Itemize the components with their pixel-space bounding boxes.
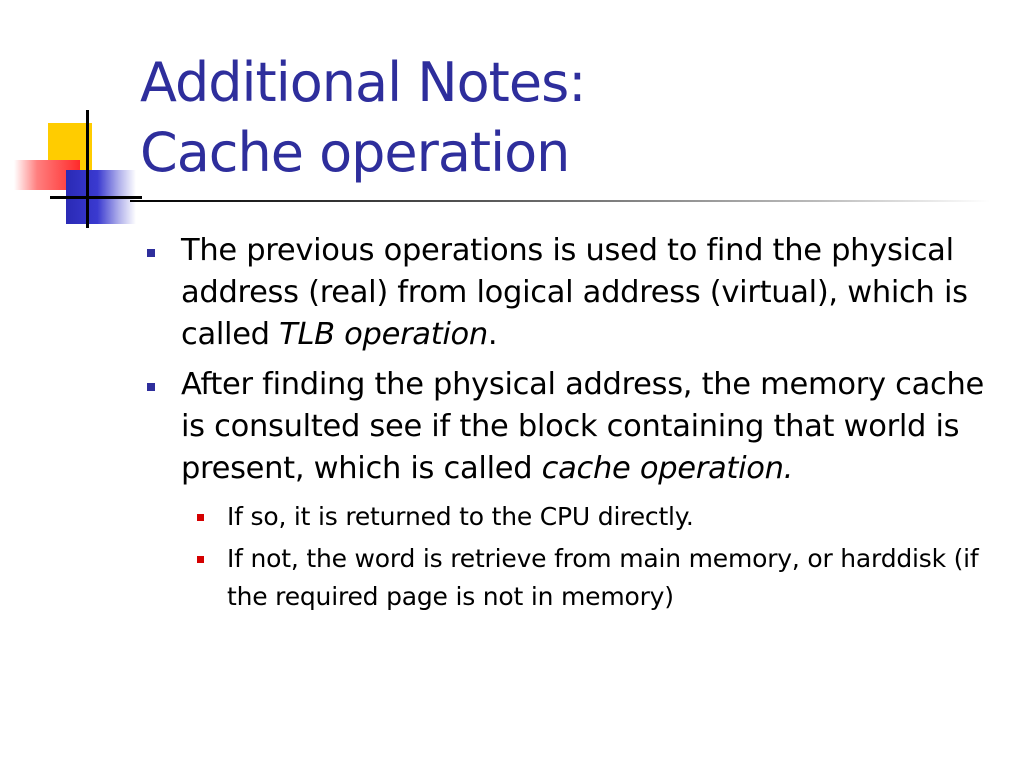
bullet-item [145,230,1005,356]
sub-bullet-square-icon [197,556,204,563]
slide-title [140,48,585,188]
slide-body [145,230,1005,620]
title-divider [130,200,990,202]
bullet-item [145,364,1005,490]
bullet-emphasis: cache operation. [541,451,794,486]
sub-bullet-item [191,540,1005,616]
bullet-square-icon [147,249,155,257]
title-line-1: Additional Notes: [140,51,586,114]
sub-bullet-square-icon [197,514,204,521]
title-line-2: Cache operation [140,121,570,184]
bullet-square-icon [147,383,155,391]
sub-bullet-item [191,498,1005,536]
bullet-suffix: . [487,317,498,352]
sub-bullet-text: If not, the word is retrieve from main memory, or harddisk (if the required page is not in memory) [227,544,979,611]
sub-bullet-text: If so, it is returned to the CPU directly. [227,502,694,531]
logo-horizontal-line [50,196,142,199]
bullet-emphasis: TLB operation [279,317,488,352]
bullet-text: The previous operations is used to find the physical address (real) from logical address (virtual), which is called [181,233,968,352]
bullet-text: After finding the physical address, the memory cache is consulted see if the block containing that world is present, which is called [181,367,985,486]
logo-vertical-line [86,110,89,228]
